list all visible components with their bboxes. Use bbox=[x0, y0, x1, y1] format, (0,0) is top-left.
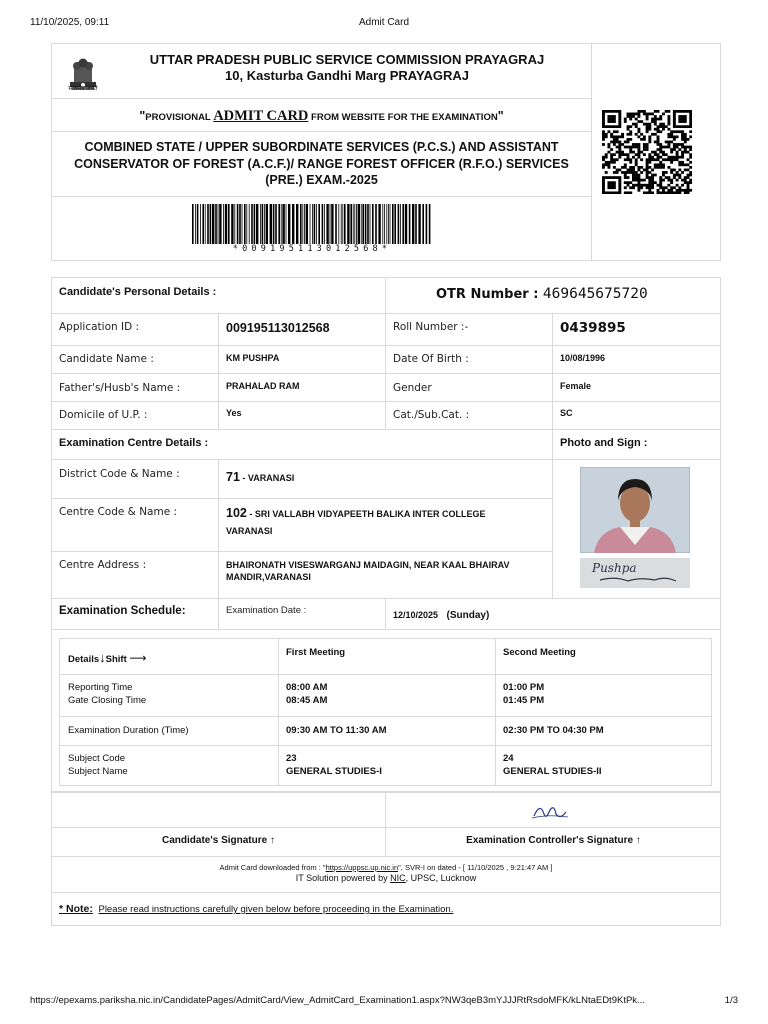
svg-text:Pushpa: Pushpa bbox=[592, 561, 637, 575]
first-duration: 09:30 AM TO 11:30 AM bbox=[286, 725, 387, 736]
admit-card-header bbox=[51, 43, 721, 261]
dob-label: Date Of Birth : bbox=[393, 353, 469, 365]
candidate-signature-label: Candidate's Signature ↑ bbox=[162, 835, 275, 846]
exam-date-value: 12/10/2025 (Sunday) bbox=[393, 610, 490, 621]
print-url: https://epexams.pariksha.nic.in/CandidatePages/AdmitCard/View_AdmitCard_Examination1.aspx?NW3qeB3mYJJJRtRsdoMFK/kLNtaEDt9KtPk... bbox=[30, 995, 645, 1006]
father-name-value: PRAHALAD RAM bbox=[226, 381, 300, 391]
emblem-caption: सत्यमेव जयते bbox=[68, 86, 98, 92]
roll-number-value: 0439895 bbox=[560, 320, 626, 336]
controller-signature-label: Examination Controller's Signature ↑ bbox=[466, 835, 641, 846]
district-value: 71 - VARANASI bbox=[226, 470, 295, 484]
barcode-text: *009195113012568* bbox=[232, 244, 392, 254]
dob-value: 10/08/1996 bbox=[560, 353, 606, 363]
note: * Note: Please read instructions carefully given below before proceeding in the Examination. bbox=[59, 903, 454, 915]
gender-label: Gender bbox=[393, 382, 432, 394]
exam-name: COMBINED STATE / UPPER SUBORDINATE SERVICES (P.C.S.) AND ASSISTANT CONSERVATOR OF FOREST (A.C.F.)/ RANGE FOREST OFFICER (R.F.O.) SERVICES (PRE.) EXAM.-2025 bbox=[74, 140, 569, 187]
centre-address-value: BHAIRONATH VISESWARGANJ MAIDAGIN, NEAR KAAL BHAIRAV MANDIR,VARANASI bbox=[226, 560, 510, 582]
second-reporting-times: 01:00 PM 01:45 PM bbox=[503, 682, 545, 706]
category-value: SC bbox=[560, 408, 573, 418]
candidate-photo bbox=[580, 467, 690, 553]
exam-date-label: Examination Date : bbox=[226, 605, 307, 616]
category-label: Cat./Sub.Cat. : bbox=[393, 409, 470, 421]
second-meeting-heading: Second Meeting bbox=[503, 647, 576, 658]
print-page-number: 1/3 bbox=[724, 995, 738, 1006]
application-id-label: Application ID : bbox=[59, 321, 140, 333]
photo-sign-heading: Photo and Sign : bbox=[560, 437, 648, 449]
organisation-name: UTTAR PRADESH PUBLIC SERVICE COMMISSION PRAYAGRAJ 10, Kasturba Gandhi Marg PRAYAGRAJ bbox=[149, 52, 545, 83]
barcode-image bbox=[192, 204, 432, 244]
state-emblem-icon bbox=[64, 52, 102, 102]
candidate-name-label: Candidate Name : bbox=[59, 353, 154, 365]
domicile-value: Yes bbox=[226, 408, 242, 418]
schedule-table bbox=[59, 638, 712, 786]
subject-labels: Subject Code Subject Name bbox=[68, 753, 128, 777]
personal-details-heading: Candidate's Personal Details : bbox=[59, 286, 217, 298]
nic-link[interactable]: NIC bbox=[390, 873, 406, 883]
domicile-label: Domicile of U.P. : bbox=[59, 409, 148, 421]
second-duration: 02:30 PM TO 04:30 PM bbox=[503, 725, 604, 736]
candidate-name-value: KM PUSHPA bbox=[226, 353, 280, 363]
centre-code-value: 102 - SRI VALLABH VIDYAPEETH BALIKA INTER COLLEGE VARANASI bbox=[226, 506, 486, 536]
schedule-heading: Examination Schedule: bbox=[59, 605, 186, 617]
print-footer bbox=[30, 995, 738, 1009]
second-subject: 24 GENERAL STUDIES-II bbox=[503, 753, 602, 777]
download-info: Admit Card downloaded from : "https://uppsc.up.nic.in", SVR-I on dated - [ 11/10/2025 , 9:21:47 AM ] IT Solution powered by NIC, UPSC, Lucknow bbox=[219, 863, 553, 883]
reporting-gate-labels: Reporting Time Gate Closing Time bbox=[68, 682, 147, 706]
controller-signature-icon bbox=[530, 798, 570, 823]
qr-code-image bbox=[602, 110, 692, 194]
district-label: District Code & Name : bbox=[59, 468, 180, 480]
print-header bbox=[30, 17, 738, 31]
candidate-sign-image bbox=[580, 558, 690, 588]
print-datetime: 11/10/2025, 09:11 bbox=[30, 17, 110, 28]
print-title: Admit Card bbox=[358, 17, 409, 28]
first-meeting-heading: First Meeting bbox=[286, 647, 346, 658]
provisional-admit-card-line: "PROVISIONAL ADMIT CARD FROM WEBSITE FOR THE EXAMINATION" bbox=[139, 108, 504, 124]
gender-value: Female bbox=[560, 381, 592, 391]
centre-address-label: Centre Address : bbox=[59, 559, 147, 571]
otr-number: OTR Number : 469645675720 bbox=[436, 286, 648, 302]
centre-details-heading: Examination Centre Details : bbox=[59, 437, 209, 449]
schedule-head-details: Details↓Shift ⟶ bbox=[68, 650, 147, 665]
first-reporting-times: 08:00 AM 08:45 AM bbox=[286, 682, 328, 706]
first-subject: 23 GENERAL STUDIES-I bbox=[286, 753, 382, 777]
application-id-value: 009195113012568 bbox=[226, 321, 330, 335]
father-name-label: Father's/Husb's Name : bbox=[59, 382, 181, 394]
centre-code-label: Centre Code & Name : bbox=[59, 506, 178, 518]
signature-footer-table bbox=[51, 792, 721, 926]
duration-label: Examination Duration (Time) bbox=[68, 725, 189, 736]
uppsc-link[interactable]: https://uppsc.up.nic.in bbox=[325, 863, 399, 872]
roll-number-label: Roll Number :- bbox=[393, 321, 469, 333]
